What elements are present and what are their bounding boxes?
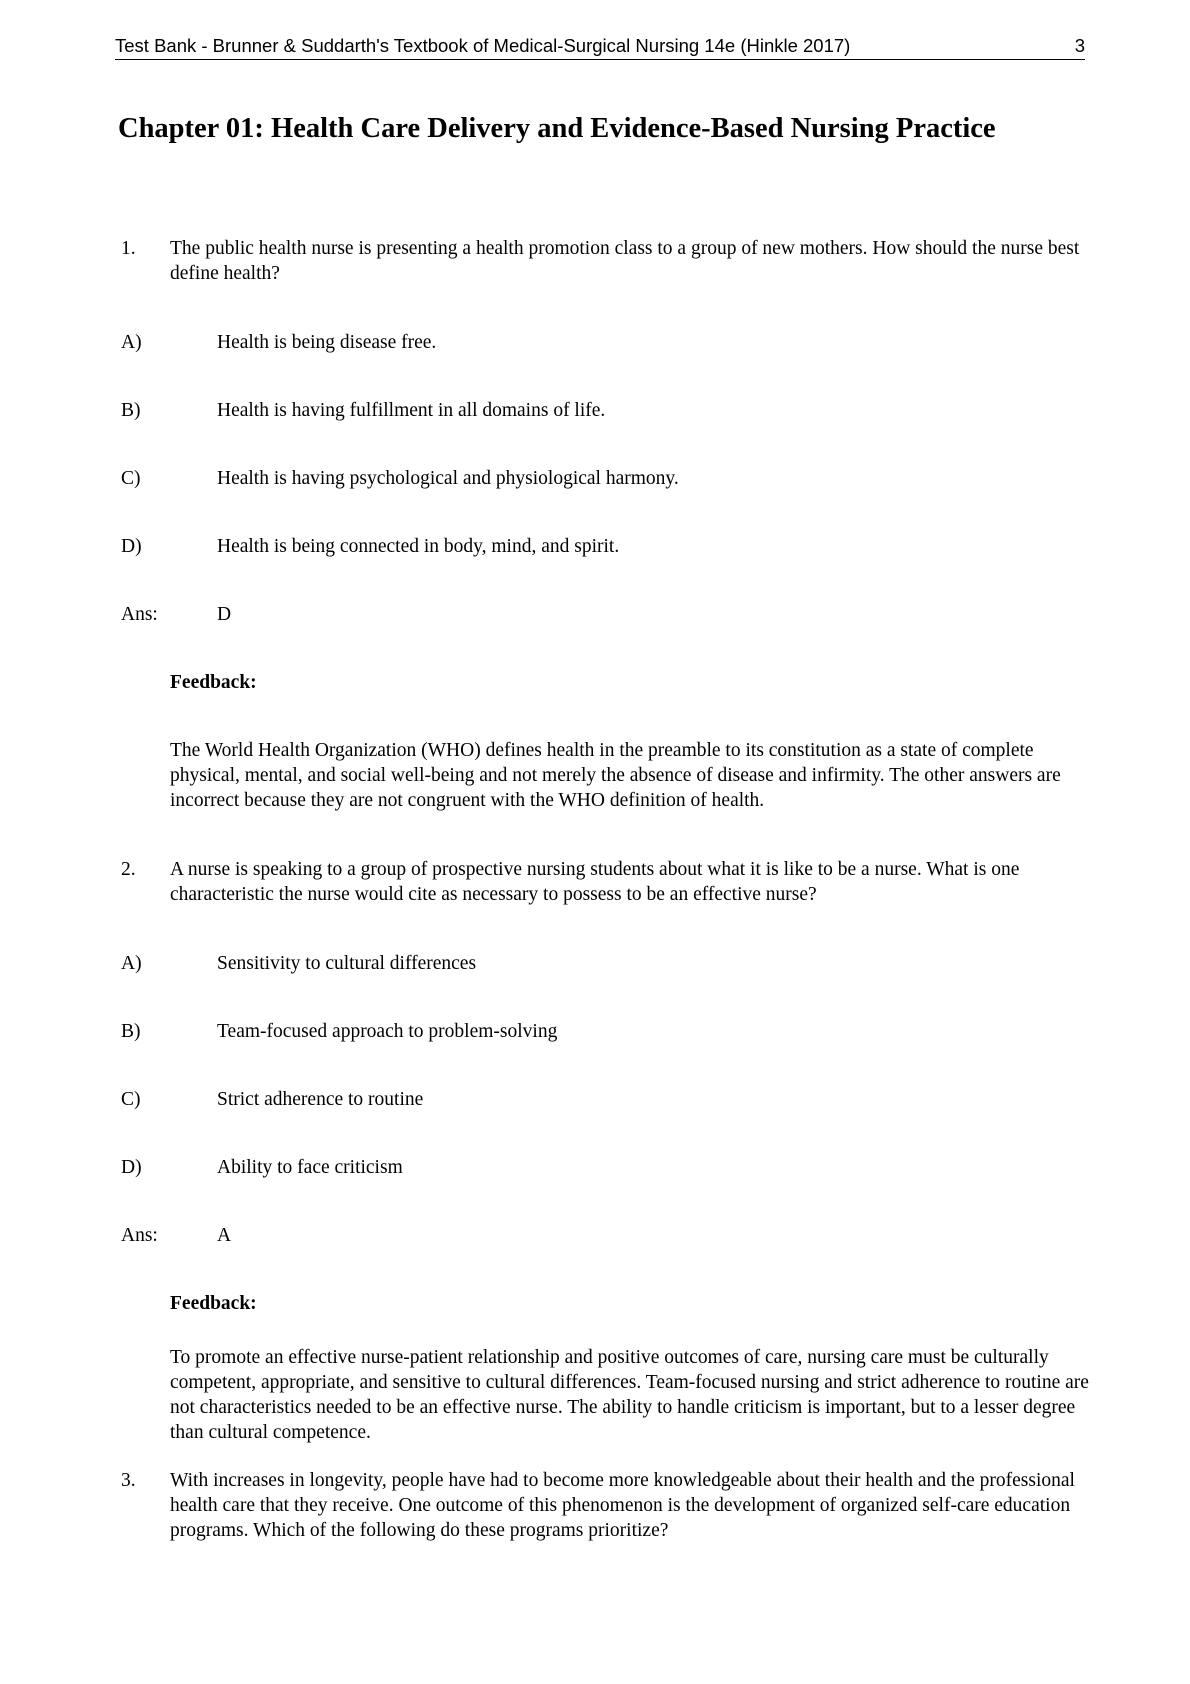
answer-label: Ans:: [121, 1225, 158, 1246]
option-label: D): [121, 1157, 142, 1178]
question-number: 1.: [121, 238, 136, 259]
question-number: 2.: [121, 859, 136, 880]
page-number: 3: [1074, 35, 1085, 56]
question-number: 3.: [121, 1470, 136, 1491]
option-label: D): [121, 536, 142, 557]
option-text: Ability to face criticism: [217, 1157, 403, 1178]
feedback-text: To promote an effective nurse-patient relationship and positive outcomes of care, nursing care must be culturally competent, appropriate, and sensitive to cultural differences. Team-focused nursing and strict adherence to routine are not characteristics needed to be an effective nurse. The ability to handle criticism is important, but to a lesser degree than cultural competence.: [170, 1347, 1089, 1443]
question-text: With increases in longevity, people have had to become more knowledgeable about their health and the professional health care that they receive. One outcome of this phenomenon is the development of organized self-care education programs. Which of the following do these programs prioritize?: [170, 1470, 1075, 1541]
option-label: B): [121, 400, 141, 421]
answer-value: A: [217, 1225, 232, 1246]
feedback-heading: Feedback:: [170, 672, 257, 693]
chapter-title: Chapter 01: Health Care Delivery and Evidence-Based Nursing Practice: [118, 113, 996, 144]
question-text: The public health nurse is presenting a health promotion class to a group of new mothers. How should the nurse best define health?: [170, 238, 1080, 284]
running-header: [115, 34, 1085, 60]
option-text: Strict adherence to routine: [217, 1089, 424, 1110]
option-text: Health is being connected in body, mind, and spirit.: [217, 536, 620, 557]
option-label: B): [121, 1021, 141, 1042]
option-text: Health is having fulfillment in all domains of life.: [217, 400, 606, 421]
option-label: A): [121, 332, 142, 353]
answer-label: Ans:: [121, 604, 158, 625]
option-label: C): [121, 468, 141, 489]
header-title: Test Bank - Brunner & Suddarth's Textbook of Medical-Surgical Nursing 14e (Hinkle 2017): [115, 35, 851, 56]
feedback-heading: Feedback:: [170, 1293, 257, 1314]
answer-value: D: [217, 604, 232, 625]
option-text: Health is having psychological and physiological harmony.: [217, 468, 679, 489]
question-text: A nurse is speaking to a group of prospective nursing students about what it is like to be a nurse. What is one characteristic the nurse would cite as necessary to possess to be an effective nurse?: [170, 859, 1020, 905]
option-label: A): [121, 953, 142, 974]
option-text: Sensitivity to cultural differences: [217, 953, 477, 974]
feedback-text: The World Health Organization (WHO) defines health in the preamble to its constitution as a state of complete physical, mental, and social well-being and not merely the absence of disease and infirmity. The other answers are incorrect because they are not congruent with the WHO definition of health.: [170, 740, 1061, 811]
option-text: Health is being disease free.: [217, 332, 437, 353]
option-text: Team-focused approach to problem-solving: [217, 1021, 558, 1042]
option-label: C): [121, 1089, 141, 1110]
